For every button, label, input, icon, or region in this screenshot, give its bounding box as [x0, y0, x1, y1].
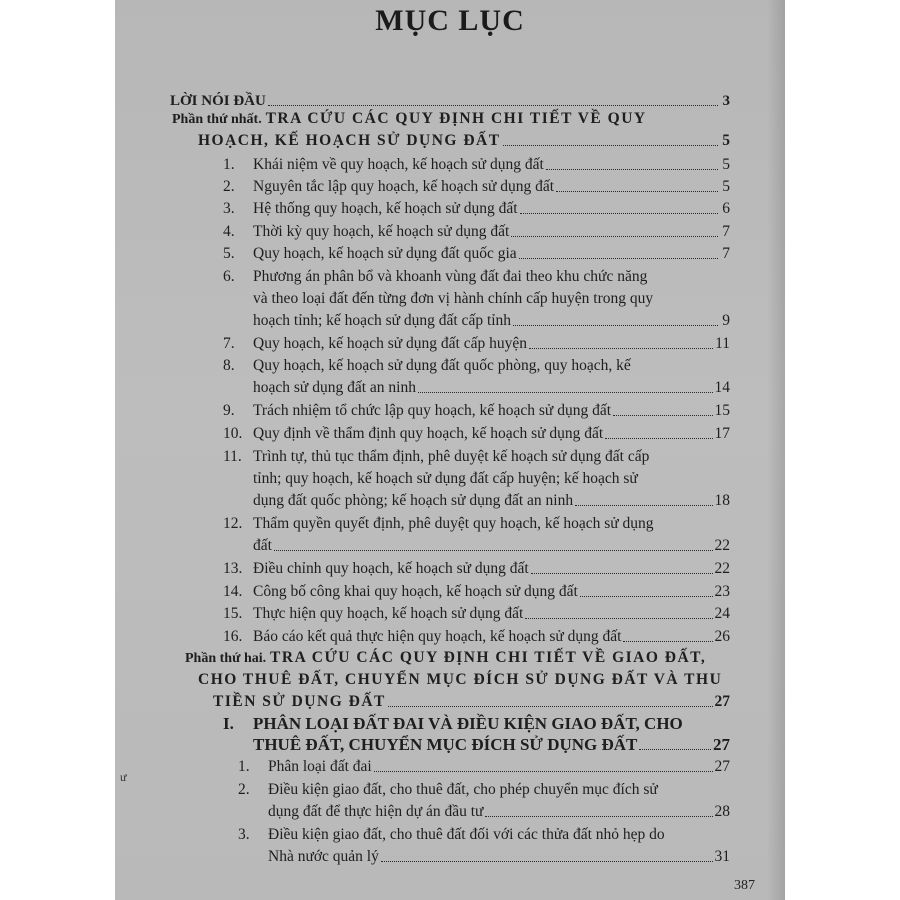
toc-item-line: 8. Quy hoạch, kế hoạch sử dụng đất quốc phòng, quy hoạch, kế [223, 357, 631, 374]
toc-subitem: 1. Phân loại đất đai 27 [238, 758, 730, 775]
edge-mark: ư [120, 770, 127, 784]
toc-item: hoạch sử dụng đất an ninh 14 [253, 379, 730, 396]
toc-item: 5. Quy hoạch, kế hoạch sử dụng đất quốc gia 7 [223, 245, 730, 262]
toc-item: 15. Thực hiện quy hoạch, kế hoạch sử dụng đất 24 [223, 605, 730, 622]
toc-part1-line1: Phần thứ nhất. TRA CỨU CÁC QUY ĐỊNH CHI TIẾT VỀ QUY [172, 110, 647, 127]
toc-item: hoạch tỉnh; kế hoạch sử dụng đất cấp tỉnh 9 [253, 312, 730, 329]
toc-item: 16. Báo cáo kết quả thực hiện quy hoạch, kế hoạch sử dụng đất 26 [223, 628, 730, 645]
toc-subitem: Nhà nước quản lý 31 [268, 848, 730, 865]
toc-item: 4. Thời kỳ quy hoạch, kế hoạch sử dụng đất 7 [223, 223, 730, 240]
toc-part1-line2: HOẠCH, KẾ HOẠCH SỬ DỤNG ĐẤT 5 [198, 132, 730, 149]
toc-part2-line3: TIỀN SỬ DỤNG ĐẤT 27 [213, 693, 730, 710]
toc-subitem: dụng đất để thực hiện dự án đầu tư 28 [268, 803, 730, 820]
book-page [115, 0, 785, 900]
toc-item: 10. Quy định về thẩm định quy hoạch, kế hoạch sử dụng đất 17 [223, 425, 730, 442]
toc-item: dụng đất quốc phòng; kế hoạch sử dụng đất an ninh 18 [253, 492, 730, 509]
toc-section1-line2: THUÊ ĐẤT, CHUYỂN MỤC ĐÍCH SỬ DỤNG ĐẤT 27 [253, 735, 730, 754]
toc-item-line: 12. Thẩm quyền quyết định, phê duyệt quy hoạch, kế hoạch sử dụng [223, 515, 654, 532]
page-number: 387 [734, 878, 755, 893]
toc-item: 9. Trách nhiệm tổ chức lập quy hoạch, kế hoạch sử dụng đất 15 [223, 402, 730, 419]
toc-item: 3. Hệ thống quy hoạch, kế hoạch sử dụng đất 6 [223, 200, 730, 217]
toc-item-line: và theo loại đất đến từng đơn vị hành chính cấp huyện trong quy [253, 290, 654, 307]
toc-item: 7. Quy hoạch, kế hoạch sử dụng đất cấp huyện 11 [223, 335, 730, 352]
toc-item-line: 11. Trình tự, thủ tục thẩm định, phê duyệt kế hoạch sử dụng đất cấp [223, 448, 650, 465]
toc-part2-line2: CHO THUÊ ĐẤT, CHUYỂN MỤC ĐÍCH SỬ DỤNG ĐẤT VÀ THU [198, 671, 723, 688]
page-title: MỤC LỤC [375, 4, 525, 37]
toc-item: 13. Điều chỉnh quy hoạch, kế hoạch sử dụng đất 22 [223, 560, 730, 577]
toc-item-line: 6. Phương án phân bổ và khoanh vùng đất đai theo khu chức năng [223, 268, 648, 285]
toc-part2-line1: Phần thứ hai. TRA CỨU CÁC QUY ĐỊNH CHI TIẾT VỀ GIAO ĐẤT, [185, 649, 707, 666]
toc-entry-preface: LỜI NÓI ĐẦU 3 [170, 93, 730, 109]
toc-section1-line1: I. PHÂN LOẠI ĐẤT ĐAI VÀ ĐIỀU KIỆN GIAO ĐẤT, CHO [223, 714, 683, 733]
toc-item: 1. Khái niệm về quy hoạch, kế hoạch sử dụng đất 5 [223, 156, 730, 173]
toc-item: đất 22 [253, 537, 730, 554]
toc-item: 14. Công bố công khai quy hoạch, kế hoạch sử dụng đất 23 [223, 583, 730, 600]
toc-item-line: tỉnh; quy hoạch, kế hoạch sử dụng đất cấp huyện; kế hoạch sử [253, 470, 638, 487]
toc-subitem-line: 2. Điều kiện giao đất, cho thuê đất, cho phép chuyển mục đích sử [238, 781, 658, 798]
toc-item: 2. Nguyên tắc lập quy hoạch, kế hoạch sử dụng đất 5 [223, 178, 730, 195]
toc-subitem-line: 3. Điều kiện giao đất, cho thuê đất đối với các thửa đất nhỏ hẹp do [238, 826, 665, 843]
